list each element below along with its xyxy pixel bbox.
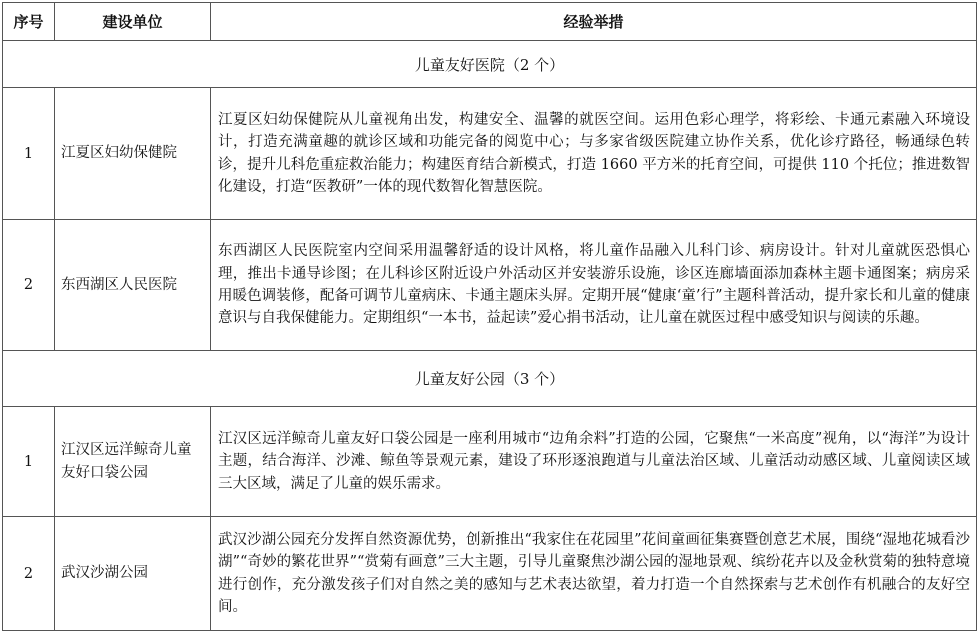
- row-measures: 江汉区远洋鲸奇儿童友好口袋公园是一座利用城市“边角余料”打造的公园，它聚焦“一米高度”视角，以“海洋”为设计主题，结合海洋、沙滩、鲸鱼等景观元素，建设了环形逐浪跑道与儿童法治区域、儿童活动动感区域、儿童阅读区域三大区域，满足了儿童的娱乐需求。: [211, 407, 977, 517]
- header-row: [3, 3, 977, 41]
- header-measures: 经验举措: [211, 3, 977, 41]
- section-row-parks: [3, 351, 977, 407]
- section-title: 儿童友好公园（3 个）: [3, 351, 977, 407]
- section-row-hospitals: [3, 41, 977, 88]
- table-row: [3, 88, 977, 220]
- header-index: 序号: [3, 3, 55, 41]
- row-index: 1: [3, 407, 55, 517]
- row-unit: 江夏区妇幼保健院: [55, 88, 211, 220]
- row-unit: 江汉区远洋鲸奇儿童友好口袋公园: [55, 407, 211, 517]
- measures-table: [2, 2, 977, 631]
- header-unit: 建设单位: [55, 3, 211, 41]
- row-index: 1: [3, 88, 55, 220]
- row-index: 2: [3, 220, 55, 351]
- table-row: [3, 407, 977, 517]
- row-unit: 武汉沙湖公园: [55, 517, 211, 631]
- row-unit: 东西湖区人民医院: [55, 220, 211, 351]
- section-title: 儿童友好医院（2 个）: [3, 41, 977, 88]
- row-index: 2: [3, 517, 55, 631]
- table-row: [3, 517, 977, 631]
- table-row: [3, 220, 977, 351]
- row-measures: 武汉沙湖公园充分发挥自然资源优势，创新推出“我家住在花园里”花间童画征集赛暨创意艺术展，围绕“湿地花城看沙湖”“奇妙的繁花世界”“赏菊有画意”三大主题，引导儿童聚焦沙湖公园的湿地景观、缤纷花卉以及金秋赏菊的独特意境进行创作，充分激发孩子们对自然之美的感知与艺术表达欲望，着力打造一个自然探索与艺术创作有机融合的友好空间。: [211, 517, 977, 631]
- row-measures: 东西湖区人民医院室内空间采用温馨舒适的设计风格，将儿童作品融入儿科门诊、病房设计。针对儿童就医恐惧心理，推出卡通导诊图；在儿科诊区附近设户外活动区并安装游乐设施，诊区连廊墙面添加森林主题卡通图案；病房采用暖色调装修，配备可调节儿童病床、卡通主题床头屏。定期开展“健康‘童’行”主题科普活动，提升家长和儿童的健康意识与自我保健能力。定期组织“一本书，益起读”爱心捐书活动，让儿童在就医过程中感受知识与阅读的乐趣。: [211, 220, 977, 351]
- row-measures: 江夏区妇幼保健院从儿童视角出发，构建安全、温馨的就医空间。运用色彩心理学，将彩绘、卡通元素融入环境设计，打造充满童趣的就诊区域和功能完备的阅览中心；与多家省级医院建立协作关系，优化诊疗路径，畅通绿色转诊，提升儿科危重症救治能力；构建医育结合新模式，打造 1660 平方米的托育空间，可提供 110 个托位；推进数智化建设，打造“医教研”一体的现代数智化智慧医院。: [211, 88, 977, 220]
